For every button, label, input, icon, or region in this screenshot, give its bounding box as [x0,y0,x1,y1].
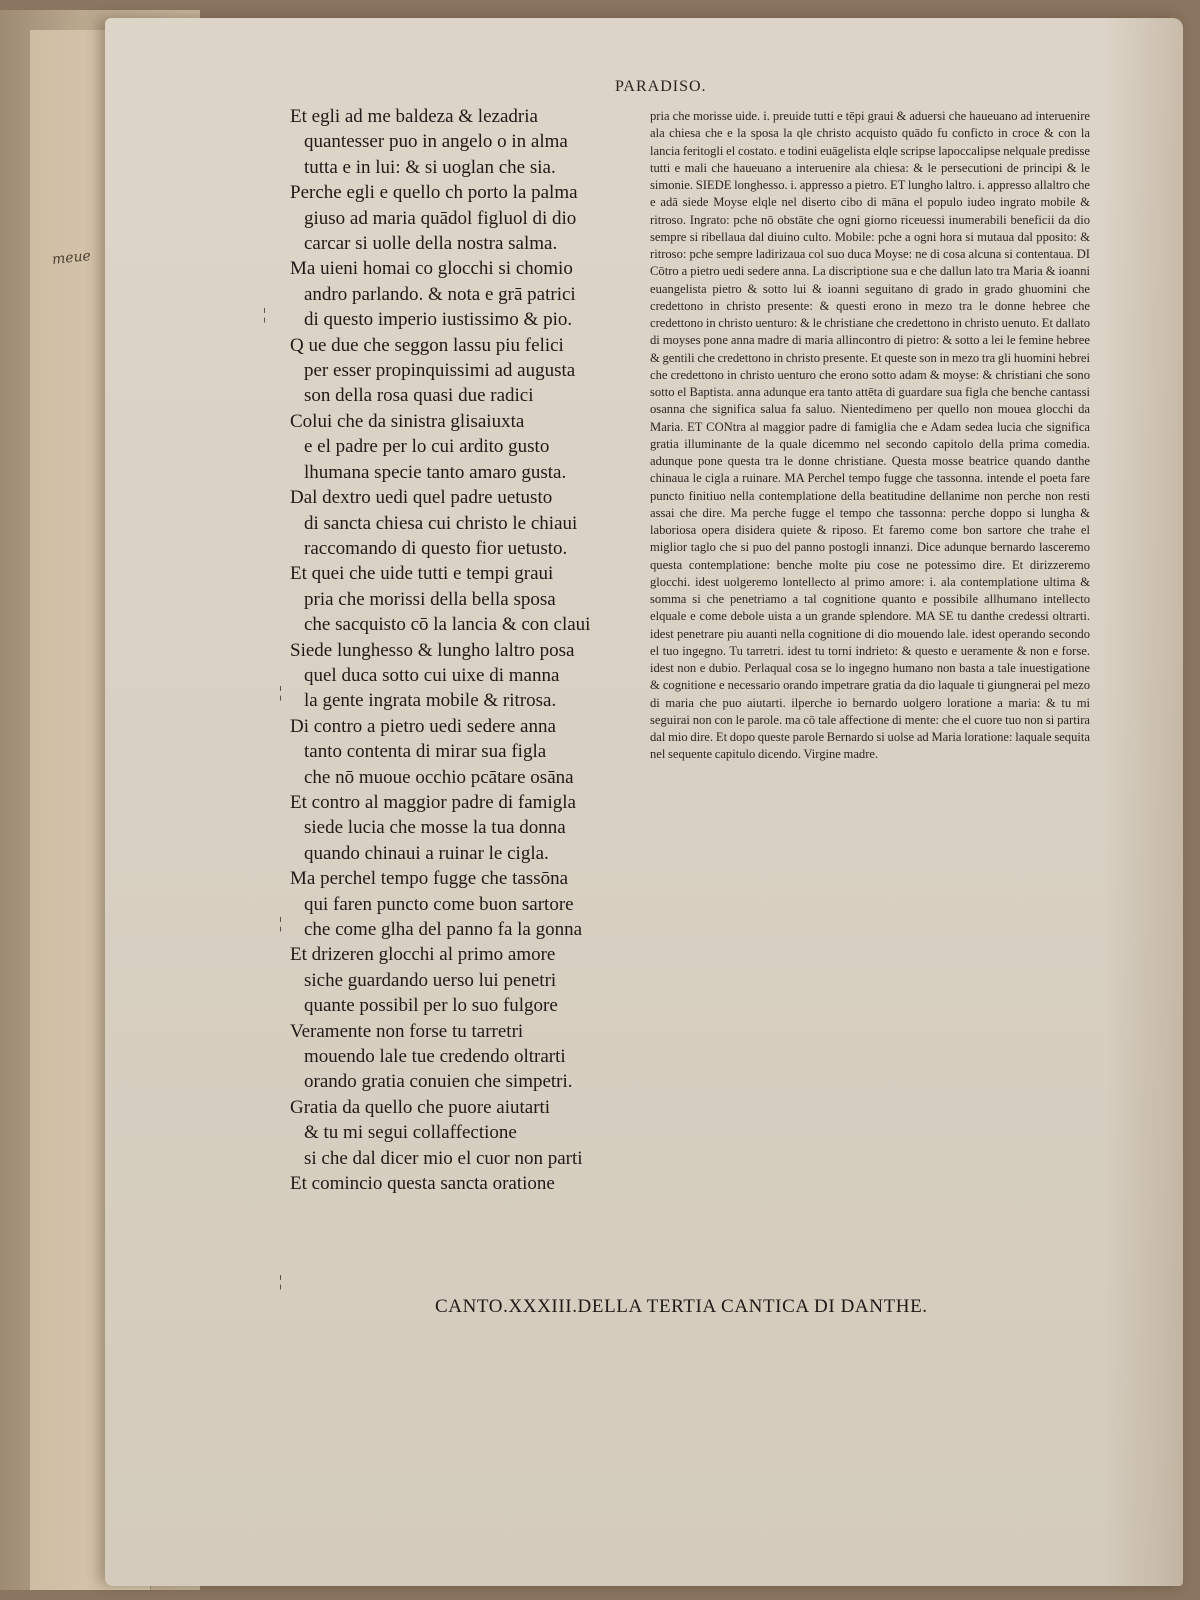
verse-line: carcar si uolle della nostra salma. [304,233,558,255]
commentary-column: pria che morisse uide. i. preuide tutti e tēpi graui & aduersi che haueuano ad interuenire ala chiesa che e la sposa la qle christo acquisto quādo fu conficto in croce & con la lancia feritogli el costato. e todini euāgelista elqle scripse lapoccalipse nelquale predisse tutti e mali che haueuano a interuenire ala chiesa: & le persecutioni de principi & le simonie. SIEDE longhesso. i. appresso a pietro. ET lungho laltro. i. appresso allaltro che e adā siede Moyse elqle nel diserto cibo di māna el populo iudeo ingrato mobile & ritroso. Ingrato: pche nō obstāte che ogni giorno riceuessi inumerabili beneficii da dio sempre si ribellaua dal diuino culto. Mobile: pche a ogni hora si mutaua dal pposito: & ritroso: pche sempre ladirizaua col suo duca Moyse: ne di cosa alcuna si contentaua. DI Cōtro a pietro uedi sedere anna. La discriptione sua e che dallun lato tra Maria & ioanni euangelista pietro & sotto lui & ioanni seguitano di grado in grado ghuomini che credettono in christo presente: & questi erono in mezo tra le donne hebree che credettono in christo uenturo: & le christiane che credettono in christo uenuto. Et dallato di moyses pone anna madre di maria allincontro di pietro: & sotto a lei le femine hebree & gentili che credettono in christo presente. Et queste son in mezo tra gli huomini hebrei che credettono in christo uenturo che erono sotto adam & moyse: & christiani che sono sotto el Baptista. anna adunque era tanto attēta di guardare sua figla che benche cantassi osanna che significa salua fa saluo. Nientedimeno per quello non mouea glocchi da Maria. ET CONtra al maggior padre di famiglia che e Adam sedea lucia che significa gratia illuminante de la quale dicemmo nel secondo capitolo della prima comedia. adunque pone questa tra le donne christiane. Questa mosse beatrice quando danthe chinaua le cigla a ruinare. MA Perchel tempo fugge che tassonna. intende el poeta fare puncto finitiuo nella contemplatione della beatitudine dellanime non perche non resti assai che dire. Ma perche fugge el tempo che tassonna: perche doppo si lungha & laboriosa opera disidera quiete & riposo. Et faremo come bon sartore che trahe el miglior taglo che si puo del panno postogli innanzi. Dice adunque bernardo lasceremo questa contemplatione: benche molte piu cose ne potessimo dire. Et dirizzeremo glocchi. idest uolgeremo lontellecto al primo amore: i. ala contemplatione ultima & somma si che penetriamo a tal cognitione quanto e possibile allhumano intellecto elquale e come debole uista a un grande splendore. MA SE tu danthe credessi oltrarti. idest penetrare piu auanti nella cognitione di dio mouendo lale. idest operando secondo el tuo ingegno. Tu tarretri. idest tu torni indrieto: & questo e ueramente & non e forse. idest non e dubio. Perlaqual cosa se lo ingegno humano non basta a tale inuestigatione & cognitione e necessario orando impetrare gratia da dio laquale ti giungnerai pel mezo di maria che puo aiutarti. ilperche io bernardo uolgero loratione a maria: & tu mi seguirai non con le parole. ma cō tale affectione di mente: che el cuore tuo non si partira dal mio dire. Et dopo queste parole Bernardo si uolse ad Maria loratione: laquale sequita nel sequente capitulo dicendo. Virgine madre. [650,109,1090,762]
verse-line: Et egli ad me baldeza & lezadria [290,106,538,127]
verse-line: Et drizeren glocchi al primo amore [290,944,556,966]
verse-line: si che dal dicer mio el cuor non parti [304,1147,583,1169]
verse-line: Colui che da sinistra glisaiuxta [290,410,525,432]
running-head: PARADISO. [615,78,707,95]
verse-line: quel duca sotto cui uixe di manna [304,664,560,686]
verse-line: Et quei che uide tutti e tempi graui [290,563,554,585]
verse-line: Siede lunghesso & lungho laltro posa [290,639,575,661]
margin-mark: ¦ [279,915,283,932]
verse-line: pria che morissi della bella sposa [304,588,556,610]
verse-line: andro parlando. & nota e grā patrici [304,283,576,305]
verse-line: Ma perchel tempo fugge che tassōna [290,868,569,890]
verse-line: siche guardando uerso lui penetri [304,969,557,991]
verse-line: e el padre per lo cui ardito gusto [304,436,550,458]
verse-line: la gente ingrata mobile & ritrosa. [304,690,557,712]
verse-line: giuso ad maria quādol figluol di dio [304,207,577,229]
verse-line: Di contro a pietro uedi sedere anna [290,715,556,737]
verse-line: che nō muoue occhio pcātare osāna [304,766,574,788]
verse-line: per esser propinquissimi ad augusta [304,360,576,382]
verse-line: tanto contenta di mirar sua figla [304,741,547,763]
verse-line: Et contro al maggior padre di famigla [290,791,576,813]
canto-title: CANTO.XXXIII.DELLA TERTIA CANTICA DI DANTHE. [435,1296,928,1317]
verse-line: orando gratia conuien che simpetri. [304,1071,573,1093]
verse-line: Et comincio questa sancta oratione [290,1173,555,1195]
verse-line: mouendo lale tue credendo oltrarti [304,1046,566,1068]
verse-line: quando chinaui a ruinar le cigla. [304,842,549,864]
verse-line: Gratia da quello che puore aiutarti [290,1096,551,1118]
verse-line: che sacquisto cō la lancia & con claui [304,614,591,636]
margin-mark: ¦ [263,306,267,323]
verse-column [290,104,650,1196]
verse-line: quante possibil per lo suo fulgore [304,995,558,1017]
verse-line: tutta e in lui: & si uoglan che sia. [304,156,556,178]
verse-line: quantesser puo in angelo o in alma [304,131,568,153]
verse-line: che come glha del panno fa la gonna [304,919,583,940]
verse-line: Q ue due che seggon lassu piu felici [290,334,564,356]
margin-handwritten-note: meue [51,248,92,268]
margin-mark: ¦ [279,1273,283,1290]
verse-line: lhumana specie tanto amaro gusta. [304,461,567,483]
verse-line: siede lucia che mosse la tua donna [304,817,566,839]
verse-line: & tu mi segui collaffectione [304,1122,517,1144]
verse-line: son della rosa quasi due radici [304,385,534,407]
verse-line: Perche egli e quello ch porto la palma [290,182,578,204]
verse-line: Ma uieni homai co glocchi si chomio [290,258,573,280]
verse-line: di questo imperio iustissimo & pio. [304,309,573,331]
verse-line: Veramente non forse tu tarretri [290,1020,524,1042]
verse-line: di sancta chiesa cui christo le chiaui [304,512,578,534]
margin-mark: ¦ [279,684,283,701]
verse-line: Dal dextro uedi quel padre uetusto [290,487,553,509]
verse-line: raccomando di questo fior uetusto. [304,537,568,559]
book-page [105,18,1183,1586]
verse-line: qui faren puncto come buon sartore [304,893,574,915]
